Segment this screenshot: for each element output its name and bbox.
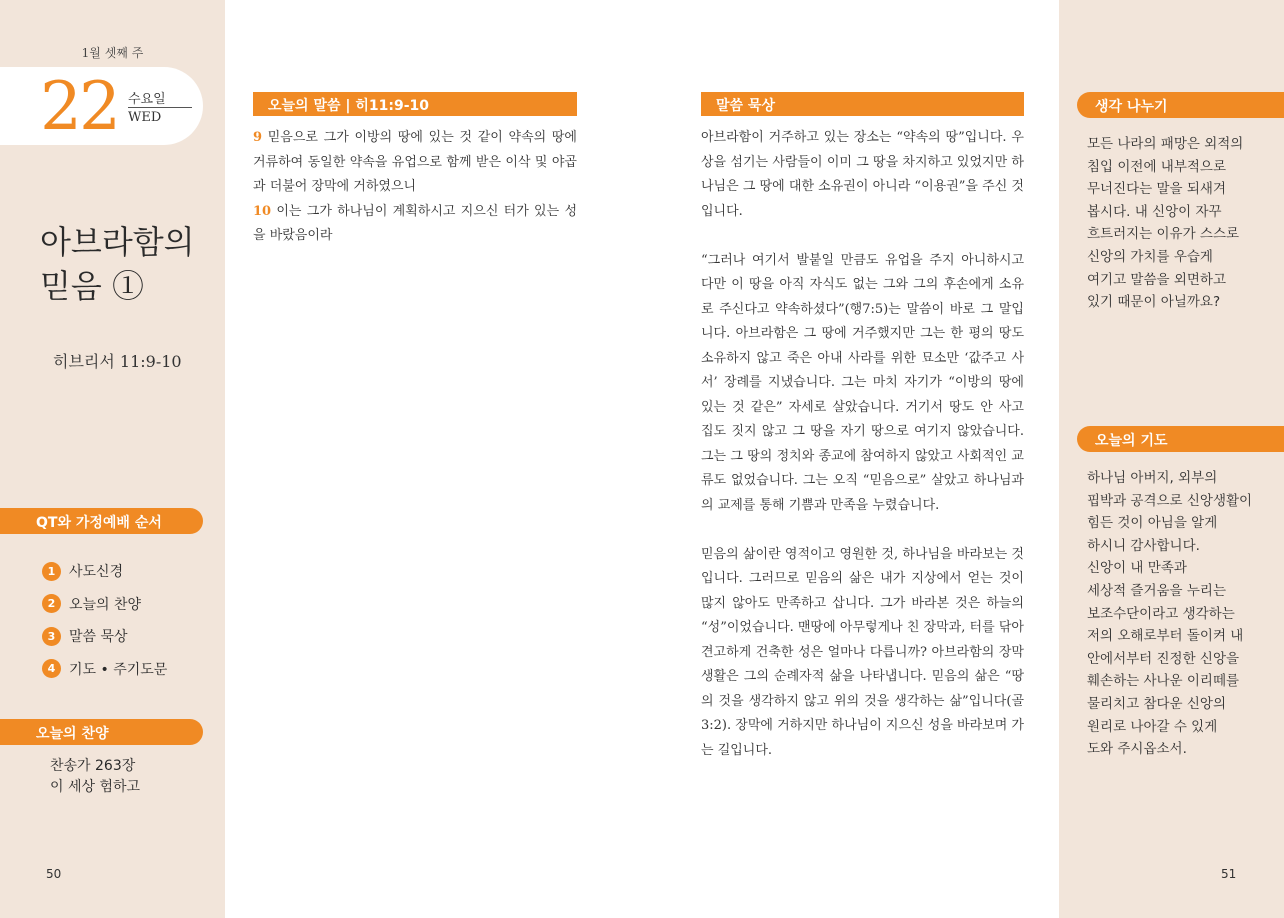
scripture-reference: 히브리서 11:9-10	[53, 352, 182, 371]
order-header-bar	[0, 508, 203, 534]
verse-text: 이는 그가 하나님이 계획하시고 지으신 터가 있는 성을 바랐음이라	[253, 203, 577, 243]
prayer-header-bar	[1077, 426, 1284, 452]
share-header-bar	[1077, 92, 1284, 118]
verse	[253, 126, 577, 200]
order-number-badge: 3	[42, 627, 61, 646]
order-number-badge: 4	[42, 659, 61, 678]
prayer-text: 하나님 아버지, 외부의 핍박과 공격으로 신앙생활이 힘든 것이 아님을 알게 하시니 감사합니다. 신앙이 내 만족과 세상적 즐거움을 누리는 보조수단이라고 생각하는 저의 오해로부터 돌이켜 내 안에서부터 진정한 신앙을 훼손하는 사나운 이리떼를 물리치고 참다운 신앙의 원리로 나아갈 수 있게 도와 주시옵소서.	[1087, 470, 1253, 758]
hymn-header-bar	[0, 719, 203, 745]
hymn-header: 오늘의 찬양	[36, 726, 109, 742]
date-badge	[0, 67, 203, 145]
hymn-number: 찬송가 263장	[50, 758, 136, 774]
hymn-info	[50, 756, 140, 798]
title-line-2: 믿음 ①	[40, 267, 144, 305]
weekday-divider	[128, 107, 192, 108]
page-number-right: 51	[1221, 867, 1237, 881]
share-text: 모든 나라의 패망은 외적의 침입 이전에 내부적으로 무너진다는 말을 되새겨 봅시다. 내 신앙이 자꾸 흐트러지는 이유가 스스로 신앙의 가치를 우습게 여기고 말씀을 외면하고 있기 때문이 아닐까요?	[1087, 136, 1244, 311]
word-header: 오늘의 말씀 | 히11:9-10	[268, 98, 429, 114]
prayer-header: 오늘의 기도	[1095, 433, 1168, 449]
order-item	[42, 555, 167, 588]
page-number-left: 50	[46, 867, 62, 881]
verse	[253, 200, 577, 249]
page-title	[40, 220, 195, 308]
meditation-paragraph: “그러나 여기서 발붙일 만큼도 유업을 주지 아니하시고 다만 이 땅을 아직 자식도 없는 그와 그의 후손에게 소유로 주신다고 약속하셨다”(행7:5)는 말씀이 바로 그 말입니다. 아브라함은 그 땅에 거주했지만 그는 한 평의 땅도 소유하지 않고 죽은 아내 사라를 위한 묘소만 ‘값주고 사서’ 장례를 지냈습니다. 그는 마치 자기가 “이방의 땅에 있는 것 같은” 자세로 살았습니다. 거기서 땅도 안 사고 집도 짓지 않고 그 땅을 자기 땅으로 여기지 않았습니다. 그는 그 땅의 정치와 종교에 참여하지 않았고 사회적인 교류도 없었습니다. 그는 오직 “믿음으로” 살았고 하나님과의 교제를 통해 기쁨과 만족을 누렸습니다.	[701, 252, 1024, 513]
word-header-bar	[253, 92, 577, 116]
order-item	[42, 620, 167, 653]
order-list	[42, 555, 167, 685]
left-sidebar	[0, 0, 225, 918]
verse-number: 9	[253, 130, 263, 145]
order-item	[42, 588, 167, 621]
order-item-label: 기도 • 주기도문	[69, 661, 168, 678]
order-number-badge: 1	[42, 562, 61, 581]
meditation-body	[701, 126, 1024, 788]
meditation-header-bar	[701, 92, 1024, 116]
weekday-korean: 수요일	[128, 92, 166, 107]
scripture-verses	[253, 126, 577, 249]
order-item-label: 말씀 묵상	[69, 629, 128, 646]
order-header: QT와 가정예배 순서	[36, 515, 162, 531]
order-item-label: 사도신경	[69, 564, 124, 581]
order-item-label: 오늘의 찬양	[69, 596, 142, 613]
meditation-header: 말씀 묵상	[716, 98, 775, 114]
order-item	[42, 653, 167, 686]
verse-text: 믿음으로 그가 이방의 땅에 있는 것 같이 약속의 땅에 거류하여 동일한 약속을 유업으로 함께 받은 이삭 및 야곱과 더불어 장막에 거하였으니	[253, 130, 577, 194]
share-header: 생각 나누기	[1095, 99, 1168, 115]
meditation-paragraph: 아브라함이 거주하고 있는 장소는 “약속의 땅”입니다. 우상을 섬기는 사람들이 이미 그 땅을 차지하고 있었지만 하나님은 그 땅에 대한 소유권이 아니라 “이용권”을 주신 것입니다.	[701, 130, 1024, 219]
week-label: 1월 셋째 주	[81, 46, 144, 60]
hymn-title: 이 세상 험하고	[50, 779, 141, 795]
title-line-1: 아브라함의	[40, 223, 195, 261]
meditation-paragraph: 믿음의 삶이란 영적이고 영원한 것, 하나님을 바라보는 것입니다. 그러므로 믿음의 삶은 내가 지상에서 얻는 것이 많지 않아도 만족하고 삽니다. 그가 바라본 것은 하늘의 “성”이었습니다. 맨땅에 아무렇게나 친 장막과, 터를 닦아 견고하게 건축한 성은 얼마나 다릅니까? 아브라함의 장막 생활은 그의 순례자적 삶을 나타냅니다. 믿음의 삶은 “땅의 것을 생각하지 않고 위의 것을 생각하는 삶”입니다(골3:2). 장막에 거하지만 하나님이 지으신 성을 바라보며 가는 길입니다.	[701, 546, 1024, 758]
day-number: 22	[40, 68, 118, 145]
weekday-english: WED	[128, 110, 162, 125]
verse-number: 10	[253, 203, 272, 219]
order-number-badge: 2	[42, 594, 61, 613]
